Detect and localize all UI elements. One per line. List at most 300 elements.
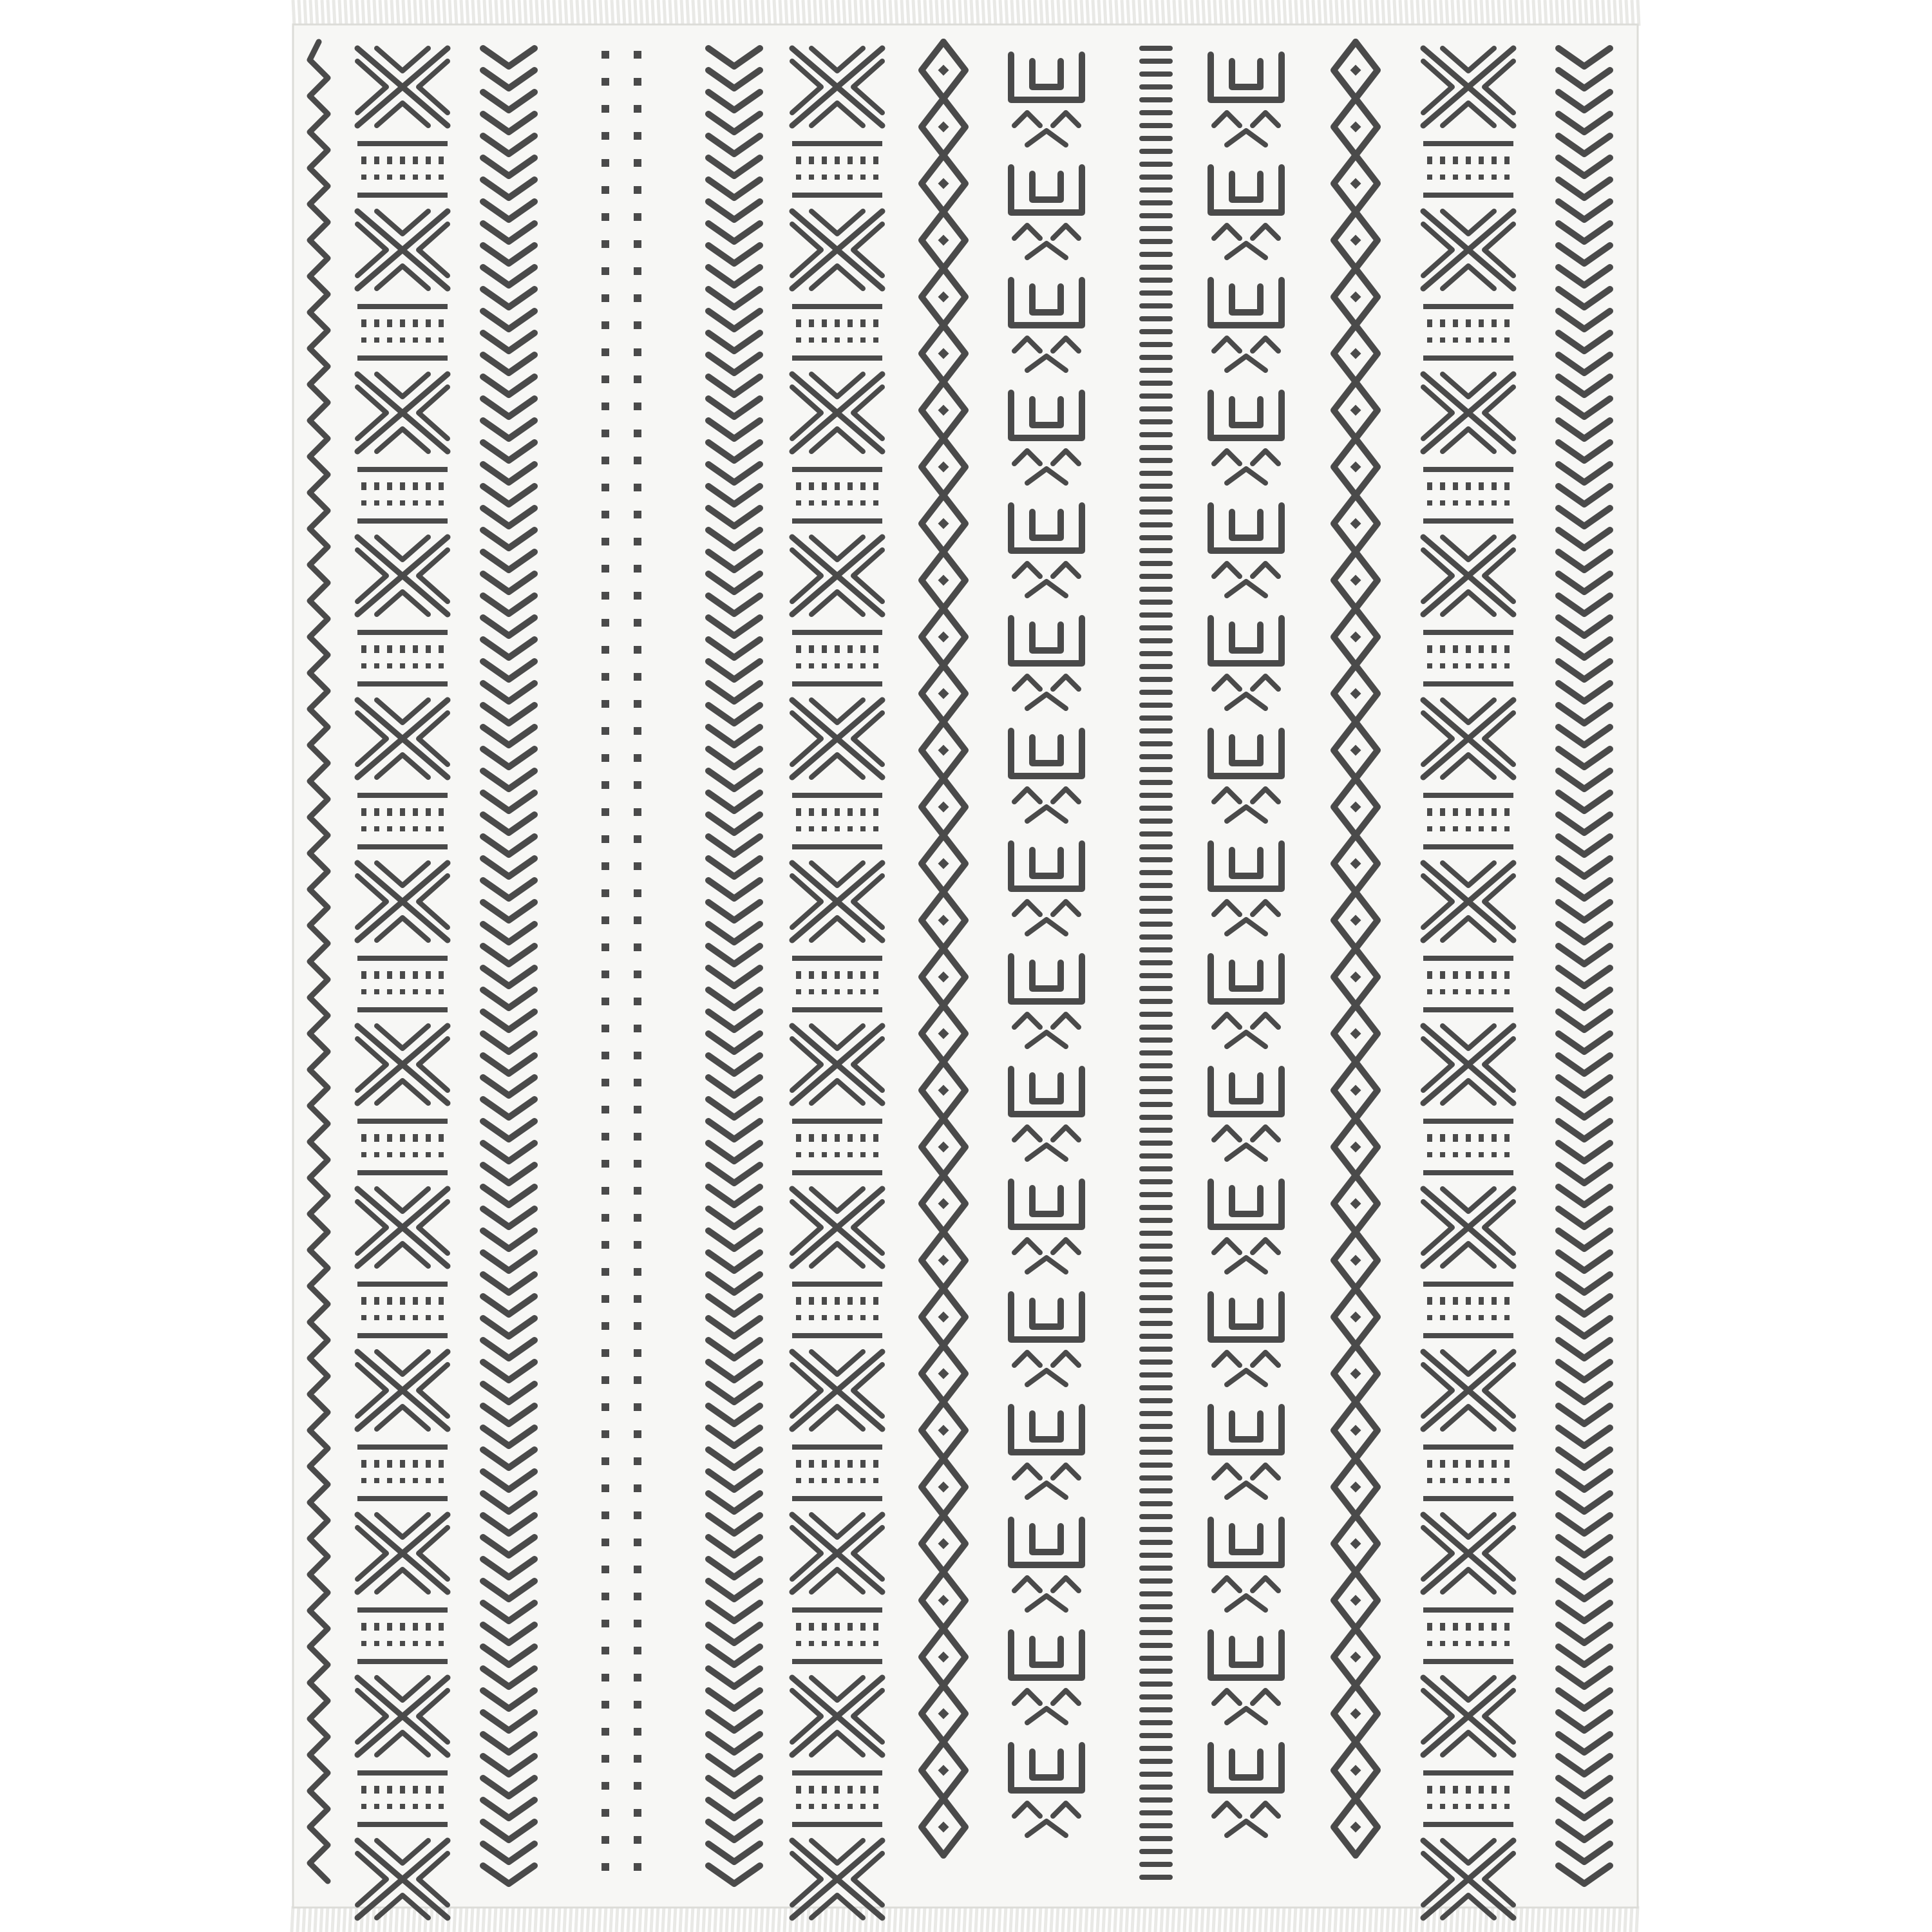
dot — [634, 430, 641, 437]
tick — [374, 1623, 379, 1631]
dot — [439, 1804, 444, 1809]
tick — [400, 1786, 405, 1794]
fringe-strand — [478, 0, 480, 26]
fringe-strand — [761, 1906, 762, 1932]
tick — [426, 808, 431, 816]
tick — [809, 156, 814, 164]
tick — [1466, 319, 1471, 327]
fringe-strand — [1144, 1906, 1145, 1932]
tick — [1453, 1460, 1458, 1468]
fringe-strand — [1323, 1906, 1325, 1932]
fringe-strand — [838, 0, 839, 26]
fringe-strand — [791, 0, 793, 26]
fringe-strand — [935, 1906, 936, 1932]
dot — [387, 1641, 392, 1646]
fringe-strand — [507, 0, 509, 26]
fringe-strand — [357, 0, 358, 26]
tick — [374, 808, 379, 816]
tick — [860, 482, 866, 490]
fringe-strand — [565, 0, 567, 26]
fringe-strand — [413, 1906, 415, 1932]
fringe-strand — [1150, 1906, 1151, 1932]
dot — [873, 826, 878, 831]
dot — [634, 1755, 641, 1763]
fringe-strand — [570, 1906, 571, 1932]
dot — [634, 943, 641, 951]
dot — [634, 538, 641, 545]
dot — [1492, 1478, 1497, 1483]
fringe-strand — [542, 0, 544, 26]
fringe-strand — [431, 1906, 432, 1932]
dot — [601, 1755, 609, 1763]
fringe-strand — [444, 0, 445, 26]
fringe-strand — [426, 0, 428, 26]
dot — [1427, 337, 1432, 343]
dot — [1466, 337, 1471, 343]
tick — [1440, 1623, 1445, 1631]
dot — [634, 1268, 641, 1276]
dot — [1440, 1641, 1445, 1646]
tick — [822, 971, 827, 979]
dot — [1504, 500, 1510, 506]
dot — [634, 294, 641, 302]
dot — [634, 1079, 641, 1086]
dot — [809, 337, 814, 343]
fringe-strand — [484, 0, 486, 26]
dot — [860, 1804, 866, 1809]
tick — [1427, 1460, 1432, 1468]
fringe-strand — [599, 1906, 600, 1932]
fringe-strand — [577, 0, 578, 26]
dot — [1453, 1641, 1458, 1646]
fringe-strand — [1093, 0, 1094, 26]
dot — [1466, 500, 1471, 506]
dot — [601, 1376, 609, 1384]
tick — [387, 1786, 392, 1794]
dot — [796, 826, 801, 831]
tick — [374, 156, 379, 164]
fringe-strand — [1499, 0, 1500, 26]
fringe-strand — [941, 1906, 942, 1932]
fringe-strand — [1161, 1906, 1162, 1932]
dot — [1466, 1641, 1471, 1646]
fringe-strand — [1219, 1906, 1220, 1932]
dot — [439, 175, 444, 180]
fringe-strand — [1075, 0, 1077, 26]
fringe-strand — [450, 0, 451, 26]
fringe-strand — [1578, 1906, 1580, 1932]
tick — [822, 645, 827, 653]
tick — [1479, 319, 1484, 327]
fringe-strand — [750, 1906, 751, 1932]
dot — [796, 989, 801, 994]
fringe-strand — [825, 1906, 826, 1932]
dot — [1440, 337, 1445, 343]
dot — [413, 337, 418, 343]
dot — [822, 175, 827, 180]
fringe-strand — [1516, 0, 1517, 26]
tick — [1440, 1134, 1445, 1142]
dot — [601, 375, 609, 383]
dot — [860, 1478, 866, 1483]
fringe-strand — [1597, 0, 1598, 26]
fringe-strand — [1405, 1906, 1406, 1932]
fringe-strand — [929, 1906, 931, 1932]
dot — [1427, 500, 1432, 506]
dot — [601, 511, 609, 518]
dot — [601, 321, 609, 329]
fringe-strand — [1383, 0, 1384, 26]
fringe-strand — [768, 0, 770, 26]
tick — [835, 1623, 840, 1631]
dot — [796, 1804, 801, 1809]
dot — [374, 337, 379, 343]
fringe-strand — [739, 0, 741, 26]
fringe-strand — [628, 1906, 629, 1932]
fringe-strand — [1638, 0, 1639, 26]
dot — [413, 1804, 418, 1809]
fringe-strand — [1561, 1906, 1562, 1932]
fringe-strand — [658, 0, 659, 26]
dot — [601, 1403, 609, 1411]
dot — [601, 294, 609, 302]
dot — [1427, 1152, 1432, 1157]
tick — [413, 156, 418, 164]
fringe-strand — [815, 0, 816, 26]
fringe-strand — [989, 0, 990, 26]
dot — [601, 592, 609, 600]
tick — [873, 808, 878, 816]
tick — [1453, 1297, 1458, 1305]
fringe-strand — [1532, 1906, 1533, 1932]
dot — [439, 500, 444, 506]
tick — [426, 156, 431, 164]
tick — [822, 1460, 827, 1468]
dot — [601, 78, 609, 86]
tick — [796, 156, 801, 164]
dot — [601, 835, 609, 843]
dot — [860, 1315, 866, 1320]
dot — [634, 240, 641, 248]
fringe-strand — [1215, 0, 1216, 26]
fringe-strand — [1406, 0, 1407, 26]
fringe-strand — [1231, 1906, 1232, 1932]
dot — [1504, 337, 1510, 343]
fringe-strand — [473, 0, 474, 26]
dot — [822, 663, 827, 668]
fringe-strand — [513, 0, 515, 26]
fringe-strand — [1226, 0, 1227, 26]
dot — [374, 989, 379, 994]
fringe-strand — [1278, 0, 1280, 26]
dot — [634, 1620, 641, 1627]
tick — [1504, 1460, 1510, 1468]
dot — [374, 1478, 379, 1483]
dot — [835, 989, 840, 994]
fringe-strand — [1400, 0, 1401, 26]
fringe-strand — [1574, 0, 1575, 26]
fringe-strand — [842, 1906, 844, 1932]
dot — [634, 1674, 641, 1681]
dot — [601, 1349, 609, 1357]
dot — [1466, 663, 1471, 668]
dot — [361, 989, 366, 994]
dot — [634, 1214, 641, 1222]
dot — [601, 700, 609, 708]
fringe-strand — [907, 0, 909, 26]
fringe-strand — [651, 1906, 652, 1932]
dot — [634, 1539, 641, 1546]
tick — [835, 971, 840, 979]
tick — [860, 645, 866, 653]
dot — [1492, 500, 1497, 506]
fringe-strand — [1632, 0, 1633, 26]
fringe-strand — [600, 0, 601, 26]
fringe-strand — [1115, 1906, 1116, 1932]
fringe-strand — [415, 0, 416, 26]
tick — [426, 971, 431, 979]
fringe-strand — [971, 0, 972, 26]
tick — [1466, 482, 1471, 490]
tick — [426, 1297, 431, 1305]
tick — [387, 1297, 392, 1305]
dot — [601, 1457, 609, 1465]
tick — [413, 482, 418, 490]
fringe-strand — [1103, 1906, 1104, 1932]
dot — [822, 1804, 827, 1809]
fringe-strand — [1354, 0, 1355, 26]
dot — [426, 500, 431, 506]
tick — [413, 1134, 418, 1142]
tick — [1427, 156, 1432, 164]
tick — [374, 971, 379, 979]
fringe-strand — [1220, 0, 1222, 26]
fringe-strand — [402, 1906, 403, 1932]
fringe-strand — [676, 0, 677, 26]
dot — [634, 646, 641, 654]
tick — [1479, 1297, 1484, 1305]
tick — [361, 1623, 366, 1631]
fringe-strand — [1290, 0, 1291, 26]
tick — [1479, 645, 1484, 653]
dot — [634, 1133, 641, 1141]
dot — [387, 989, 392, 994]
fringe-strand — [1557, 0, 1558, 26]
fringe-strand — [1283, 1906, 1284, 1932]
fringe-strand — [1475, 0, 1477, 26]
fringe-strand — [820, 0, 822, 26]
tick — [848, 1623, 853, 1631]
fringe-strand — [641, 0, 642, 26]
dot — [1504, 826, 1510, 831]
dot — [1504, 175, 1510, 180]
dot — [1466, 989, 1471, 994]
tick — [860, 1460, 866, 1468]
fringe-strand — [1313, 0, 1314, 26]
fringe-strand — [716, 0, 717, 26]
dot — [601, 1674, 609, 1681]
dot — [848, 1641, 853, 1646]
dot — [860, 1641, 866, 1646]
dot — [634, 78, 641, 86]
fringe-strand — [1006, 0, 1007, 26]
fringe-strand — [1116, 0, 1117, 26]
tick — [848, 1297, 853, 1305]
fringe-strand — [560, 0, 561, 26]
fringe-strand — [571, 0, 573, 26]
dot — [822, 1152, 827, 1157]
fringe-strand — [1046, 0, 1048, 26]
fringe-strand — [1010, 1906, 1012, 1932]
dot — [634, 700, 641, 708]
fringe-strand — [386, 0, 387, 26]
dot — [601, 673, 609, 681]
tick — [1504, 645, 1510, 653]
dot — [426, 989, 431, 994]
fringe-strand — [518, 1906, 519, 1932]
fringe-strand — [1626, 0, 1627, 26]
fringe-strand — [1063, 1906, 1064, 1932]
fringe-strand — [587, 1906, 589, 1932]
dot — [873, 1315, 878, 1320]
tick — [439, 156, 444, 164]
fringe-strand — [958, 1906, 960, 1932]
tick — [1427, 1623, 1432, 1631]
dot — [634, 348, 641, 356]
tick — [1466, 1460, 1471, 1468]
dot — [601, 430, 609, 437]
fringe-strand — [1528, 0, 1529, 26]
dot — [400, 989, 405, 994]
dot — [634, 1566, 641, 1573]
dot — [796, 1641, 801, 1646]
dot — [1453, 500, 1458, 506]
fringe-strand — [1394, 0, 1396, 26]
dot — [1440, 500, 1445, 506]
tick — [835, 1134, 840, 1142]
fringe-strand — [832, 0, 833, 26]
dot — [601, 132, 609, 140]
dot — [1466, 1478, 1471, 1483]
fringe-strand — [1526, 1906, 1528, 1932]
dot — [361, 1641, 366, 1646]
fringe-strand — [1318, 1906, 1319, 1932]
fringe-strand — [1029, 0, 1030, 26]
fringe-strand — [576, 1906, 577, 1932]
tick — [439, 971, 444, 979]
tick — [1504, 319, 1510, 327]
fringe-strand — [1445, 1906, 1446, 1932]
dot — [848, 1804, 853, 1809]
dot — [601, 1295, 609, 1303]
tick — [848, 1786, 853, 1794]
tick — [1440, 971, 1445, 979]
dot — [601, 1430, 609, 1438]
dot — [601, 1322, 609, 1330]
fringe-strand — [1417, 0, 1419, 26]
tick — [1479, 808, 1484, 816]
fringe-strand — [1081, 0, 1083, 26]
fringe-strand — [1307, 0, 1309, 26]
fringe-strand — [1039, 1906, 1041, 1932]
fringe-strand — [895, 1906, 896, 1932]
fringe-strand — [797, 0, 799, 26]
fringe-strand — [1155, 1906, 1157, 1932]
dot — [374, 1641, 379, 1646]
fringe-strand — [1336, 0, 1338, 26]
dot — [413, 1478, 418, 1483]
dot — [374, 1315, 379, 1320]
dot — [634, 781, 641, 789]
fringe-strand — [1133, 0, 1135, 26]
dot — [634, 159, 641, 167]
dot — [1427, 826, 1432, 831]
fringe-strand — [1584, 1906, 1586, 1932]
dot — [1504, 1152, 1510, 1157]
dot — [1466, 1804, 1471, 1809]
dot — [634, 998, 641, 1005]
dot — [809, 1152, 814, 1157]
fringe-strand — [808, 1906, 809, 1932]
fringe-strand — [687, 0, 688, 26]
fringe-strand — [1254, 1906, 1255, 1932]
tick — [822, 1134, 827, 1142]
fringe-strand — [1613, 1906, 1615, 1932]
fringe-strand — [1167, 1906, 1168, 1932]
dot — [835, 826, 840, 831]
fringe-strand — [1306, 1906, 1307, 1932]
fringe-strand — [993, 1906, 994, 1932]
dot — [601, 1809, 609, 1817]
fringe-strand — [664, 0, 665, 26]
tick — [1492, 1786, 1497, 1794]
fringe-strand — [721, 1906, 722, 1932]
dot — [1479, 826, 1484, 831]
dot — [374, 663, 379, 668]
tick — [361, 808, 366, 816]
tick — [439, 645, 444, 653]
dot — [822, 989, 827, 994]
fringe-strand — [1034, 1906, 1035, 1932]
fringe-strand — [1057, 1906, 1058, 1932]
fringe-strand — [322, 0, 323, 26]
tick — [809, 1297, 814, 1305]
fringe-strand — [461, 0, 462, 26]
fringe-strand — [1493, 0, 1494, 26]
fringe-strand — [923, 1906, 925, 1932]
dot — [387, 1152, 392, 1157]
fringe-strand — [976, 1906, 977, 1932]
tick — [1427, 971, 1432, 979]
fringe-strand — [983, 0, 984, 26]
dot — [634, 1403, 641, 1411]
tick — [1440, 1460, 1445, 1468]
fringe-strand — [495, 1906, 496, 1932]
dot — [634, 1376, 641, 1384]
fringe-strand — [1196, 1906, 1197, 1932]
tick — [1440, 482, 1445, 490]
fringe-strand — [867, 0, 868, 26]
dot — [400, 1478, 405, 1483]
dot — [1479, 1478, 1484, 1483]
fringe-strand — [918, 1906, 919, 1932]
dot — [1427, 1478, 1432, 1483]
dot — [809, 663, 814, 668]
fringe-strand — [635, 0, 636, 26]
fringe-strand — [1022, 1906, 1023, 1932]
dot — [426, 1315, 431, 1320]
dot — [809, 175, 814, 180]
